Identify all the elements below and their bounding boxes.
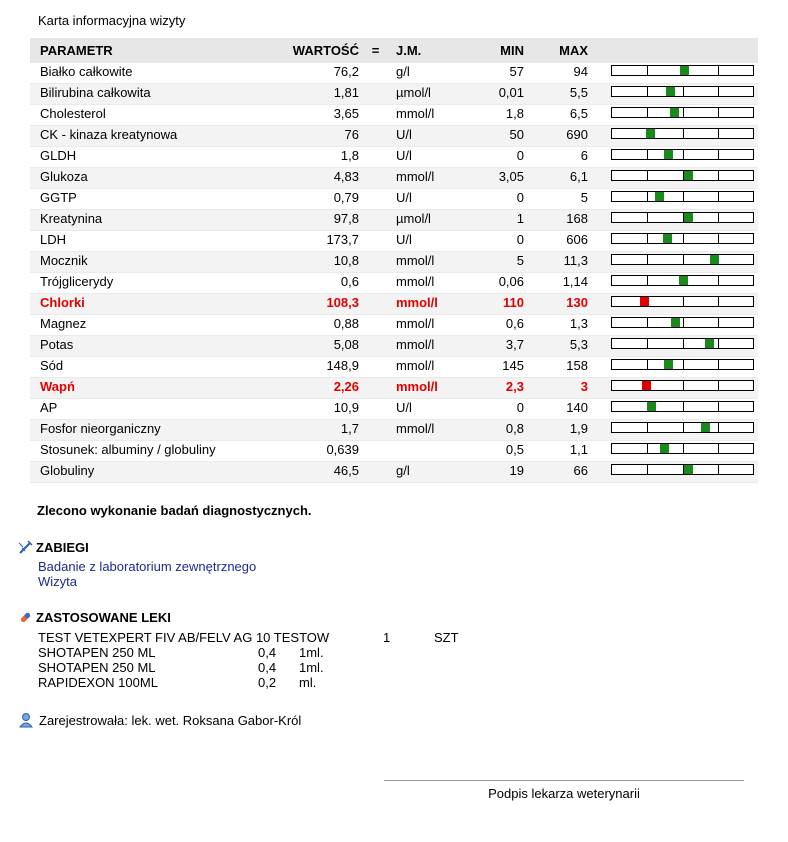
value-marker [664, 150, 673, 159]
range-tick [683, 381, 684, 390]
parameter-unit: mmol/l [392, 336, 474, 357]
range-tick [647, 66, 648, 75]
procedures-heading [18, 540, 89, 555]
table-row [30, 420, 758, 441]
table-row [30, 147, 758, 168]
range-bar [611, 65, 754, 76]
parameter-min: 5 [474, 252, 524, 273]
range-tick [647, 171, 648, 180]
medication-unit: 1ml. [299, 645, 324, 660]
parameter-unit: g/l [392, 462, 474, 483]
range-bar-cell [588, 441, 758, 462]
parameter-unit: U/l [392, 126, 474, 147]
parameter-value: 4,83 [260, 168, 359, 189]
parameter-min: 0 [474, 189, 524, 210]
range-tick [718, 150, 719, 159]
range-tick [647, 276, 648, 285]
value-marker [679, 276, 688, 285]
range-bar-cell [588, 189, 758, 210]
parameter-min: 0,8 [474, 420, 524, 441]
header-max: MAX [524, 38, 588, 63]
parameter-equals [359, 399, 392, 420]
parameter-name: Stosunek: albuminy / globuliny [30, 441, 260, 462]
range-tick [647, 255, 648, 264]
parameter-min: 3,05 [474, 168, 524, 189]
parameter-equals [359, 315, 392, 336]
value-marker [705, 339, 714, 348]
parameter-equals [359, 441, 392, 462]
range-tick [683, 360, 684, 369]
range-bar [611, 464, 754, 475]
range-tick [683, 150, 684, 159]
parameter-max: 130 [524, 294, 588, 315]
parameter-unit: mmol/l [392, 252, 474, 273]
value-marker [664, 360, 673, 369]
parameter-max: 66 [524, 462, 588, 483]
table-row [30, 315, 758, 336]
range-tick [718, 402, 719, 411]
parameter-value: 10,9 [260, 399, 359, 420]
document-title: Karta informacyjna wizyty [38, 13, 186, 28]
range-tick [683, 87, 684, 96]
medications-heading-label: ZASTOSOWANE LEKI [36, 610, 171, 625]
parameter-min: 1,8 [474, 105, 524, 126]
parameter-min: 0 [474, 147, 524, 168]
range-tick [718, 276, 719, 285]
value-marker [701, 423, 710, 432]
parameter-name: Fosfor nieorganiczny [30, 420, 260, 441]
parameter-value: 46,5 [260, 462, 359, 483]
parameter-min: 0,06 [474, 273, 524, 294]
table-row [30, 210, 758, 231]
table-row [30, 126, 758, 147]
registered-by [18, 712, 301, 728]
table-row [30, 252, 758, 273]
parameter-equals [359, 378, 392, 399]
parameter-min: 57 [474, 63, 524, 84]
parameter-equals [359, 273, 392, 294]
parameter-max: 11,3 [524, 252, 588, 273]
table-header-row [30, 38, 758, 63]
header-range-bar [588, 38, 758, 63]
value-marker [640, 297, 649, 306]
parameter-value: 1,7 [260, 420, 359, 441]
signature-line [384, 780, 744, 781]
table-row [30, 84, 758, 105]
parameter-max: 690 [524, 126, 588, 147]
range-bar-cell [588, 252, 758, 273]
header-parameter: PARAMETR [30, 38, 260, 63]
parameter-max: 168 [524, 210, 588, 231]
range-bar [611, 212, 754, 223]
parameter-unit: U/l [392, 189, 474, 210]
parameter-value: 173,7 [260, 231, 359, 252]
parameter-equals [359, 126, 392, 147]
parameter-value: 0,79 [260, 189, 359, 210]
value-marker [646, 129, 655, 138]
range-tick [683, 318, 684, 327]
range-bar [611, 380, 754, 391]
parameter-max: 5 [524, 189, 588, 210]
range-bar [611, 401, 754, 412]
range-bar-cell [588, 315, 758, 336]
pill-icon [18, 610, 33, 625]
range-tick [718, 465, 719, 474]
value-marker [666, 87, 675, 96]
range-bar [611, 296, 754, 307]
parameter-max: 1,9 [524, 420, 588, 441]
parameter-name: Cholesterol [30, 105, 260, 126]
value-marker [684, 465, 693, 474]
value-marker [684, 171, 693, 180]
range-bar-cell [588, 147, 758, 168]
range-tick [683, 444, 684, 453]
header-equals: = [359, 38, 392, 63]
medications-heading [18, 610, 171, 625]
parameter-value: 0,88 [260, 315, 359, 336]
parameter-unit: µmol/l [392, 84, 474, 105]
table-row [30, 462, 758, 483]
parameter-value: 0,639 [260, 441, 359, 462]
parameter-name: Potas [30, 336, 260, 357]
header-min: MIN [474, 38, 524, 63]
range-bar-cell [588, 399, 758, 420]
range-bar-cell [588, 231, 758, 252]
parameter-name: Chlorki [30, 294, 260, 315]
table-row [30, 63, 758, 84]
parameter-unit: g/l [392, 63, 474, 84]
parameter-value: 0,6 [260, 273, 359, 294]
parameter-min: 0 [474, 231, 524, 252]
range-tick [647, 360, 648, 369]
range-tick [647, 444, 648, 453]
parameter-max: 158 [524, 357, 588, 378]
range-tick [718, 129, 719, 138]
range-bar-cell [588, 84, 758, 105]
range-tick [718, 360, 719, 369]
range-tick [718, 444, 719, 453]
range-bar-cell [588, 462, 758, 483]
range-bar [611, 107, 754, 118]
range-bar [611, 443, 754, 454]
parameter-equals [359, 336, 392, 357]
parameter-unit: U/l [392, 231, 474, 252]
signature-label: Podpis lekarza weterynarii [488, 786, 640, 801]
parameter-value: 2,26 [260, 378, 359, 399]
parameter-max: 1,1 [524, 441, 588, 462]
range-bar-cell [588, 126, 758, 147]
table-row [30, 189, 758, 210]
parameter-max: 94 [524, 63, 588, 84]
range-bar [611, 128, 754, 139]
range-bar [611, 86, 754, 97]
parameter-name: Magnez [30, 315, 260, 336]
parameter-min: 145 [474, 357, 524, 378]
parameter-max: 6,5 [524, 105, 588, 126]
parameter-unit: mmol/l [392, 378, 474, 399]
parameter-name: Białko całkowite [30, 63, 260, 84]
parameter-min: 0,6 [474, 315, 524, 336]
table-row [30, 399, 758, 420]
range-tick [647, 108, 648, 117]
parameter-name: LDH [30, 231, 260, 252]
parameter-value: 3,65 [260, 105, 359, 126]
medication-unit: ml. [299, 675, 317, 690]
parameter-equals [359, 462, 392, 483]
parameter-max: 1,14 [524, 273, 588, 294]
range-tick [718, 66, 719, 75]
results-body [30, 63, 758, 483]
range-bar [611, 338, 754, 349]
table-row [30, 105, 758, 126]
parameter-unit: mmol/l [392, 294, 474, 315]
range-bar [611, 422, 754, 433]
parameter-name: Mocznik [30, 252, 260, 273]
range-tick [683, 108, 684, 117]
table-row [30, 441, 758, 462]
parameter-name: AP [30, 399, 260, 420]
range-tick [718, 381, 719, 390]
range-tick [683, 234, 684, 243]
range-bar-cell [588, 105, 758, 126]
medication-name: RAPIDEXON 100ML [38, 675, 158, 690]
medication-qty: 1 [383, 630, 391, 645]
parameter-equals [359, 63, 392, 84]
parameter-name: GGTP [30, 189, 260, 210]
parameter-min: 2,3 [474, 378, 524, 399]
parameter-unit: µmol/l [392, 210, 474, 231]
range-tick [683, 297, 684, 306]
range-tick [718, 87, 719, 96]
range-tick [683, 423, 684, 432]
parameter-unit: mmol/l [392, 420, 474, 441]
range-bar [611, 191, 754, 202]
medication-name: TEST VETEXPERT FIV AB/FELV AG 10 TESTOW [38, 630, 330, 645]
range-bar-cell [588, 420, 758, 441]
value-marker [680, 66, 689, 75]
parameter-equals [359, 84, 392, 105]
range-bar [611, 254, 754, 265]
parameter-unit: mmol/l [392, 357, 474, 378]
results-table [30, 38, 758, 483]
parameter-name: Glukoza [30, 168, 260, 189]
range-bar [611, 359, 754, 370]
table-row [30, 273, 758, 294]
doctor-icon [18, 712, 34, 728]
parameter-name: Kreatynina [30, 210, 260, 231]
table-row [30, 357, 758, 378]
table-row [30, 336, 758, 357]
parameter-max: 140 [524, 399, 588, 420]
range-tick [718, 171, 719, 180]
range-tick [647, 339, 648, 348]
parameter-unit: mmol/l [392, 168, 474, 189]
parameter-equals [359, 168, 392, 189]
parameter-name: CK - kinaza kreatynowa [30, 126, 260, 147]
range-bar-cell [588, 294, 758, 315]
range-tick [718, 318, 719, 327]
procedure-item: Wizyta [38, 574, 77, 589]
syringe-icon [18, 540, 33, 555]
parameter-unit: mmol/l [392, 315, 474, 336]
value-marker [710, 255, 719, 264]
registered-by-text: Zarejestrowała: lek. wet. Roksana Gabor-Król [39, 712, 302, 728]
range-bar-cell [588, 273, 758, 294]
table-row [30, 168, 758, 189]
range-bar [611, 149, 754, 160]
range-bar-cell [588, 336, 758, 357]
parameter-name: Bilirubina całkowita [30, 84, 260, 105]
parameter-equals [359, 420, 392, 441]
range-tick [718, 192, 719, 201]
header-unit: J.M. [392, 38, 474, 63]
parameter-value: 76 [260, 126, 359, 147]
parameter-max: 1,3 [524, 315, 588, 336]
range-bar-cell [588, 63, 758, 84]
range-bar [611, 317, 754, 328]
range-bar-cell [588, 378, 758, 399]
parameter-unit: mmol/l [392, 273, 474, 294]
medication-qty: 0,4 [258, 645, 277, 660]
value-marker [647, 402, 656, 411]
parameter-unit: U/l [392, 147, 474, 168]
table-row [30, 378, 758, 399]
parameter-min: 50 [474, 126, 524, 147]
parameter-value: 97,8 [260, 210, 359, 231]
range-bar-cell [588, 168, 758, 189]
parameter-max: 5,3 [524, 336, 588, 357]
value-marker [655, 192, 664, 201]
range-tick [647, 234, 648, 243]
range-tick [718, 213, 719, 222]
parameter-unit [392, 441, 474, 462]
range-tick [647, 318, 648, 327]
parameter-equals [359, 231, 392, 252]
parameter-equals [359, 294, 392, 315]
parameter-value: 1,8 [260, 147, 359, 168]
range-tick [647, 213, 648, 222]
procedure-item: Badanie z laboratorium zewnętrznego [38, 559, 257, 574]
range-tick [718, 423, 719, 432]
table-row [30, 231, 758, 252]
parameter-max: 6 [524, 147, 588, 168]
range-tick [718, 108, 719, 117]
range-bar [611, 275, 754, 286]
parameter-min: 0,5 [474, 441, 524, 462]
parameter-name: Trójglicerydy [30, 273, 260, 294]
parameter-min: 19 [474, 462, 524, 483]
value-marker [671, 318, 680, 327]
parameter-min: 0,01 [474, 84, 524, 105]
medication-unit: SZT [434, 630, 459, 645]
table-row [30, 294, 758, 315]
header-value: WARTOŚĆ [260, 38, 359, 63]
value-marker [642, 381, 651, 390]
range-bar-cell [588, 357, 758, 378]
medication-qty: 0,2 [258, 675, 277, 690]
parameter-value: 10,8 [260, 252, 359, 273]
range-bar-cell [588, 210, 758, 231]
range-tick [718, 339, 719, 348]
parameter-min: 110 [474, 294, 524, 315]
range-tick [647, 150, 648, 159]
parameter-value: 5,08 [260, 336, 359, 357]
range-bar [611, 233, 754, 244]
procedures-heading-label: ZABIEGI [36, 540, 89, 555]
parameter-equals [359, 210, 392, 231]
medication-name: SHOTAPEN 250 ML [38, 660, 156, 675]
parameter-equals [359, 189, 392, 210]
parameter-max: 5,5 [524, 84, 588, 105]
parameter-value: 108,3 [260, 294, 359, 315]
parameter-equals [359, 105, 392, 126]
value-marker [670, 108, 679, 117]
range-tick [683, 339, 684, 348]
diagnostic-note: Zlecono wykonanie badań diagnostycznych. [37, 503, 312, 518]
parameter-equals [359, 357, 392, 378]
parameter-unit: mmol/l [392, 105, 474, 126]
range-tick [647, 87, 648, 96]
parameter-max: 3 [524, 378, 588, 399]
range-tick [647, 465, 648, 474]
parameter-name: Globuliny [30, 462, 260, 483]
parameter-value: 1,81 [260, 84, 359, 105]
parameter-name: GLDH [30, 147, 260, 168]
range-tick [718, 234, 719, 243]
parameter-value: 76,2 [260, 63, 359, 84]
parameter-min: 1 [474, 210, 524, 231]
value-marker [663, 234, 672, 243]
range-bar [611, 170, 754, 181]
parameter-min: 0 [474, 399, 524, 420]
parameter-unit: U/l [392, 399, 474, 420]
parameter-name: Sód [30, 357, 260, 378]
parameter-max: 6,1 [524, 168, 588, 189]
range-tick [718, 297, 719, 306]
parameter-equals [359, 147, 392, 168]
medication-unit: 1ml. [299, 660, 324, 675]
range-tick [683, 129, 684, 138]
range-tick [683, 192, 684, 201]
value-marker [660, 444, 669, 453]
range-tick [647, 192, 648, 201]
parameter-name: Wapń [30, 378, 260, 399]
parameter-value: 148,9 [260, 357, 359, 378]
range-tick [683, 255, 684, 264]
parameter-min: 3,7 [474, 336, 524, 357]
medication-name: SHOTAPEN 250 ML [38, 645, 156, 660]
parameter-max: 606 [524, 231, 588, 252]
medication-qty: 0,4 [258, 660, 277, 675]
parameter-equals [359, 252, 392, 273]
range-tick [647, 423, 648, 432]
value-marker [684, 213, 693, 222]
range-tick [683, 402, 684, 411]
